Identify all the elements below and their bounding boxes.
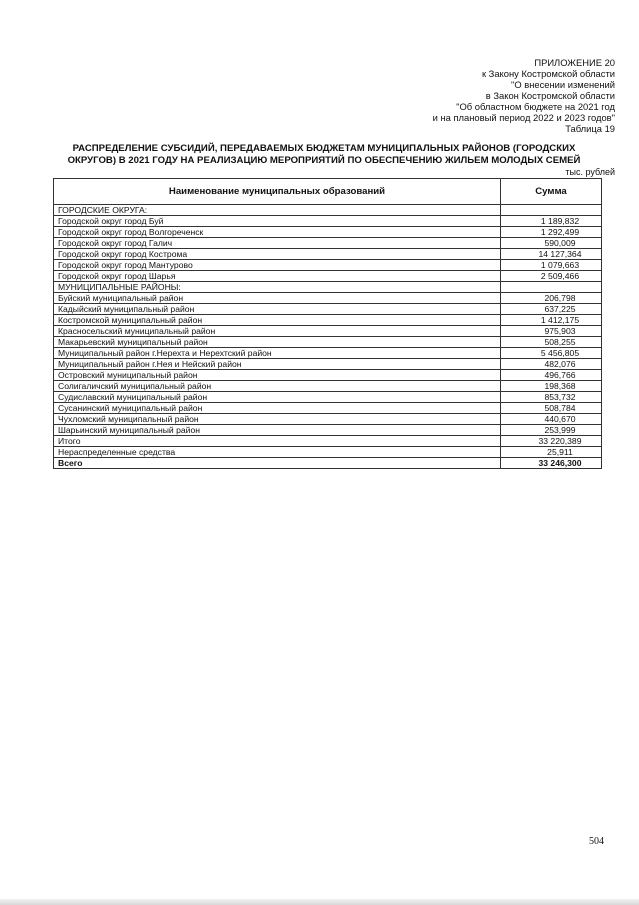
row-sum: 25,911 (501, 447, 602, 458)
row-sum: 253,999 (501, 425, 602, 436)
table-row (54, 337, 602, 348)
table-row (54, 326, 602, 337)
units-label: тыс. рублей (565, 167, 615, 177)
row-sum: 14 127,364 (501, 249, 602, 260)
table-body (54, 205, 602, 469)
distribution-table (53, 178, 602, 469)
title-line-1: РАСПРЕДЕЛЕНИЕ СУБСИДИЙ, ПЕРЕДАВАЕМЫХ БЮДЖЕТАМ МУНИЦИПАЛЬНЫХ РАЙОНОВ (ГОРОДСКИХ (72, 143, 576, 154)
appendix-line: и на плановый период 2022 и 2023 годов" (432, 112, 615, 123)
row-name: Муниципальный район г.Нея и Нейский район (54, 359, 501, 370)
table-row (54, 227, 602, 238)
row-name: Красносельский муниципальный район (54, 326, 501, 337)
row-name: Макарьевский муниципальный район (54, 337, 501, 348)
table-row (54, 370, 602, 381)
table-row (54, 447, 602, 458)
row-name: Костромской муниципальный район (54, 315, 501, 326)
appendix-header (255, 57, 615, 134)
row-sum: 2 509,466 (501, 271, 602, 282)
row-sum (501, 205, 602, 216)
row-name: ГОРОДСКИЕ ОКРУГА: (54, 205, 501, 216)
row-sum: 508,255 (501, 337, 602, 348)
table-number: Таблица 19 (565, 123, 615, 134)
row-sum: 590,009 (501, 238, 602, 249)
title-line-2: ОКРУГОВ) В 2021 ГОДУ НА РЕАЛИЗАЦИЮ МЕРОПРИЯТИЙ ПО ОБЕСПЕЧЕНИЮ ЖИЛЬЕМ МОЛОДЫХ СЕМЕЙ (67, 154, 581, 166)
row-name: Городской округ город Мантурово (54, 260, 501, 271)
row-sum: 440,670 (501, 414, 602, 425)
table-row (54, 304, 602, 315)
row-name: Городской округ город Волгореченск (54, 227, 501, 238)
row-name: Муниципальный район г.Нерехта и Нерехтский район (54, 348, 501, 359)
table-row (54, 359, 602, 370)
table-row (54, 282, 602, 293)
row-name: Итого (54, 436, 501, 447)
appendix-line: "О внесении изменений (511, 79, 615, 90)
row-sum: 33 220,389 (501, 436, 602, 447)
table-row (54, 403, 602, 414)
table-row (54, 271, 602, 282)
header-sum: Сумма (501, 179, 602, 205)
table-row (54, 205, 602, 216)
table-row (54, 414, 602, 425)
appendix-line: к Закону Костромской области (481, 68, 615, 79)
row-name: МУНИЦИПАЛЬНЫЕ РАЙОНЫ: (54, 282, 501, 293)
row-name: Кадыйский муниципальный район (54, 304, 501, 315)
row-sum: 853,732 (501, 392, 602, 403)
row-name: Городской округ город Кострома (54, 249, 501, 260)
appendix-line: в Закон Костромской области (485, 90, 615, 101)
document-title (30, 143, 618, 166)
row-sum (501, 282, 602, 293)
table-row (54, 293, 602, 304)
row-name: Городской округ город Галич (54, 238, 501, 249)
table-row (54, 458, 602, 469)
table-row (54, 238, 602, 249)
row-name: Судиславский муниципальный район (54, 392, 501, 403)
row-name: Солигаличский муниципальный район (54, 381, 501, 392)
row-name: Городской округ город Буй (54, 216, 501, 227)
row-sum: 5 456,805 (501, 348, 602, 359)
row-name: Островский муниципальный район (54, 370, 501, 381)
table-row (54, 436, 602, 447)
row-name: Шарьинский муниципальный район (54, 425, 501, 436)
row-sum: 482,076 (501, 359, 602, 370)
row-name: Городской округ город Шарья (54, 271, 501, 282)
row-sum: 637,225 (501, 304, 602, 315)
appendix-line: "Об областном бюджете на 2021 год (456, 101, 615, 112)
row-sum: 1 189,832 (501, 216, 602, 227)
appendix-line: ПРИЛОЖЕНИЕ 20 (534, 57, 615, 68)
row-sum: 496,766 (501, 370, 602, 381)
row-name: Буйский муниципальный район (54, 293, 501, 304)
table-row (54, 315, 602, 326)
row-name: Чухломский муниципальный район (54, 414, 501, 425)
table-row (54, 260, 602, 271)
row-sum: 198,368 (501, 381, 602, 392)
row-sum: 1 292,499 (501, 227, 602, 238)
table-header-row (54, 179, 602, 205)
table-row (54, 249, 602, 260)
table-row (54, 381, 602, 392)
table-row (54, 392, 602, 403)
page-number: 504 (589, 836, 604, 847)
row-name: Сусанинский муниципальный район (54, 403, 501, 414)
scan-edge (0, 899, 639, 905)
row-sum: 975,903 (501, 326, 602, 337)
table-row (54, 425, 602, 436)
table-row (54, 216, 602, 227)
row-sum: 33 246,300 (501, 458, 602, 469)
row-sum: 1 412,175 (501, 315, 602, 326)
header-name: Наименование муниципальных образований (54, 179, 501, 205)
row-name: Нераспределенные средства (54, 447, 501, 458)
row-sum: 1 079,663 (501, 260, 602, 271)
row-name: Всего (54, 458, 501, 469)
row-sum: 508,784 (501, 403, 602, 414)
table-row (54, 348, 602, 359)
row-sum: 206,798 (501, 293, 602, 304)
